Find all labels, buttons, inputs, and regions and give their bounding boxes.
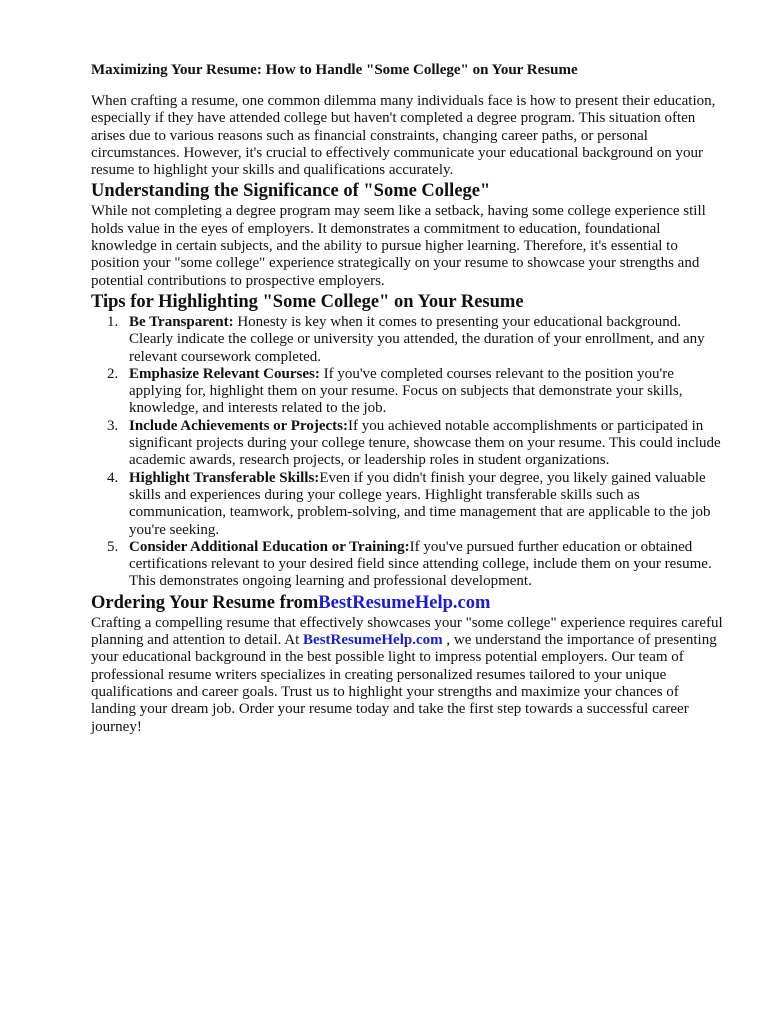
list-item (91, 314, 723, 366)
list-item-text: If you've completed courses relevant to the position you're applying for, highlight them on your resume. Focus on subjects that demonstrate your skills, knowledge, and interests related to the job. (129, 365, 683, 417)
list-item-text: Honesty is key when it comes to presenting your educational background. Clearly indicate the college or university you attended, the duration of your enrollment, and any relevant coursework completed. (129, 313, 705, 365)
list-item-number: 1. (107, 313, 119, 330)
list-item-text: If you achieved notable accomplishments or participated in significant projects during your college tenure, showcase them on your resume. This could include academic awards, research projects, or leadership roles in student organizations. (129, 417, 721, 469)
list-item-label: Include Achievements or Projects: (129, 417, 348, 434)
best-resume-help-inline-link[interactable]: BestResumeHelp.com (303, 632, 443, 649)
list-item-number: 5. (107, 538, 119, 555)
ordering-text-after: , we understand the importance of presenting your educational background in the best possible light to impress potential employers. Our team of professional resume writers specializes in creating personalized resumes tailored to your unique qualifications and career goals. Trust us to highlight your strengths and maximize your chances of landing your dream job. Order your resume today and take the first step towards a successful career journey! (91, 632, 717, 735)
list-item (91, 418, 723, 470)
list-item-label: Highlight Transferable Skills: (129, 469, 320, 486)
ordering-heading (91, 591, 723, 615)
list-item-number: 4. (107, 469, 119, 486)
understanding-paragraph: While not completing a degree program may seem like a setback, having some college experience still holds value in the eyes of employers. It demonstrates a commitment to education, foundational knowledge in certain subjects, and the ability to pursue higher learning. Therefore, it's essential to position your "some college" experience strategically on your resume to showcase your strengths and potential contributions to prospective employers. (91, 203, 706, 289)
list-item-text: If you've pursued further education or obtained certifications relevant to your desired field since attending college, include them on your resume. This demonstrates ongoing learning and professional development. (129, 538, 712, 590)
ordering-paragraph (91, 615, 723, 736)
list-item-label: Emphasize Relevant Courses: (129, 365, 320, 382)
document-page (91, 60, 723, 736)
list-item-number: 2. (107, 365, 119, 382)
ordering-text-before: Crafting a compelling resume that effectively showcases your "some college" experience requires careful planning and attention to detail. At (91, 614, 723, 649)
document-title: Maximizing Your Resume: How to Handle "Some College" on Your Resume (91, 62, 578, 78)
list-item-label: Consider Additional Education or Training: (129, 538, 410, 555)
list-item-number: 3. (107, 417, 119, 434)
list-item (91, 366, 723, 418)
tips-list (91, 314, 723, 591)
tips-heading: Tips for Highlighting "Some College" on Your Resume (91, 291, 524, 312)
list-item-label: Be Transparent: (129, 313, 234, 330)
list-item (91, 539, 723, 591)
understanding-heading: Understanding the Significance of "Some College" (91, 181, 491, 202)
list-item-text: Even if you didn't finish your degree, you likely gained valuable skills and experiences during your college years. Highlight transferable skills such as communication, teamwork, problem-solving, and time management that are applicable to the job you're seeking. (129, 469, 711, 538)
ordering-heading-text: Ordering Your Resume from (91, 592, 319, 613)
intro-paragraph: When crafting a resume, one common dilemma many individuals face is how to present their education, especially if they have attended college but haven't completed a degree program. This situation often arises due to various reasons such as financial constraints, changing career paths, or personal circumstances. However, it's crucial to effectively communicate your educational background on your resume to highlight your skills and qualifications accurately. (91, 93, 716, 179)
list-item (91, 470, 723, 539)
best-resume-help-heading-link[interactable]: BestResumeHelp.com (318, 592, 491, 613)
